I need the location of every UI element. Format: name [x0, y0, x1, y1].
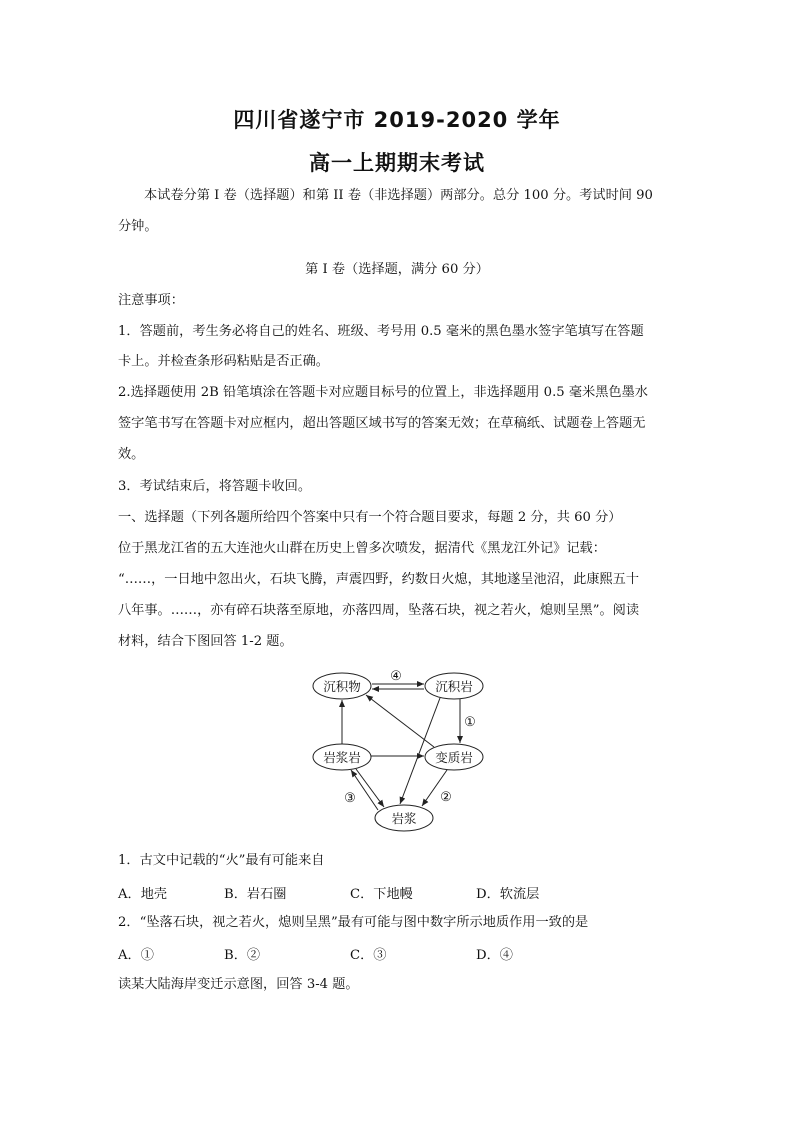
passage-line-2: “……，一日地中忽出火，石块飞腾，声震四野，约数日火熄，其地遂呈池沼，此康熙五十 — [118, 572, 640, 587]
note-3: 3．考试结束后，将答题卡收回。 — [118, 479, 312, 494]
node-igneous-rock-label: 岩浆岩 — [323, 750, 361, 765]
next-question-intro: 读某大陆海岸变迁示意图，回答 3-4 题。 — [118, 977, 359, 992]
intro-line-2: 分钟。 — [118, 219, 158, 234]
section-heading: 第 I 卷（选择题，满分 60 分） — [305, 262, 489, 277]
question-1-option-b[interactable]: B．岩石圈 — [224, 887, 287, 902]
process-label-4: ④ — [390, 669, 402, 684]
node-metamorphic-rock-label: 变质岩 — [435, 750, 473, 765]
question-2-option-d[interactable]: D．④ — [476, 948, 513, 963]
question-2-option-a[interactable]: A．① — [118, 948, 154, 963]
passage-line-3: 八年事。……，亦有碎石块落至原地，亦落四周，坠落石块，视之若火，熄则呈黑”。阅读 — [118, 603, 640, 618]
exam-title-line2: 高一上期期末考试 — [309, 151, 485, 175]
passage-line-4: 材料，结合下图回答 1-2 题。 — [118, 634, 293, 649]
part1-heading: 一、选择题（下列各题所给四个答案中只有一个符合题目要求，每题 2 分，共 60 分） — [118, 510, 622, 525]
note-2-line-3: 效。 — [118, 447, 145, 462]
process-label-1: ① — [464, 715, 476, 730]
passage-line-1: 位于黑龙江省的五大连池火山群在历史上曾多次喷发，据清代《黑龙江外记》记载： — [118, 541, 606, 556]
question-1-option-d[interactable]: D．软流层 — [476, 887, 540, 902]
note-2-line-2: 签字笔书写在答题卡对应框内，超出答题区域书写的答案无效；在草稿纸、试题卷上答题无 — [118, 416, 646, 431]
note-1-line-2: 卡上。并检查条形码粘贴是否正确。 — [118, 354, 329, 369]
notes-label: 注意事项： — [118, 293, 184, 308]
process-label-3: ③ — [344, 791, 356, 806]
note-1-line-1: 1．答题前，考生务必将自己的姓名、班级、考号用 0.5 毫米的黑色墨水签字笔填写在答题 — [118, 324, 644, 339]
arrow-metamorphic-to-sediment — [366, 695, 434, 747]
question-1-stem: 1．古文中记载的“火”最有可能来自 — [118, 853, 325, 868]
rock-cycle-diagram — [300, 664, 500, 836]
exam-title-line1: 四川省遂宁市 2019-2020 学年 — [233, 108, 561, 132]
question-2-option-b[interactable]: B．② — [224, 948, 261, 963]
node-sedimentary-rock-label: 沉积岩 — [435, 679, 473, 694]
intro-line-1: 本试卷分第 I 卷（选择题）和第 II 卷（非选择题）两部分。总分 100 分。考试时间 90 — [144, 188, 653, 203]
question-2-stem: 2．“坠落石块，视之若火，熄则呈黑”最有可能与图中数字所示地质作用一致的是 — [118, 915, 589, 930]
note-2-line-1: 2.选择题使用 2B 铅笔填涂在答题卡对应题目标号的位置上，非选择题用 0.5 毫米黑色墨水 — [118, 385, 648, 400]
question-2-option-c[interactable]: C．③ — [350, 948, 387, 963]
question-1-option-a[interactable]: A．地壳 — [118, 887, 168, 902]
process-label-2: ② — [440, 790, 452, 805]
node-magma-label: 岩浆 — [391, 811, 417, 826]
node-sediment-label: 沉积物 — [323, 679, 361, 694]
question-1-option-c[interactable]: C．下地幔 — [350, 887, 413, 902]
arrow-igneous-to-magma — [356, 769, 384, 807]
